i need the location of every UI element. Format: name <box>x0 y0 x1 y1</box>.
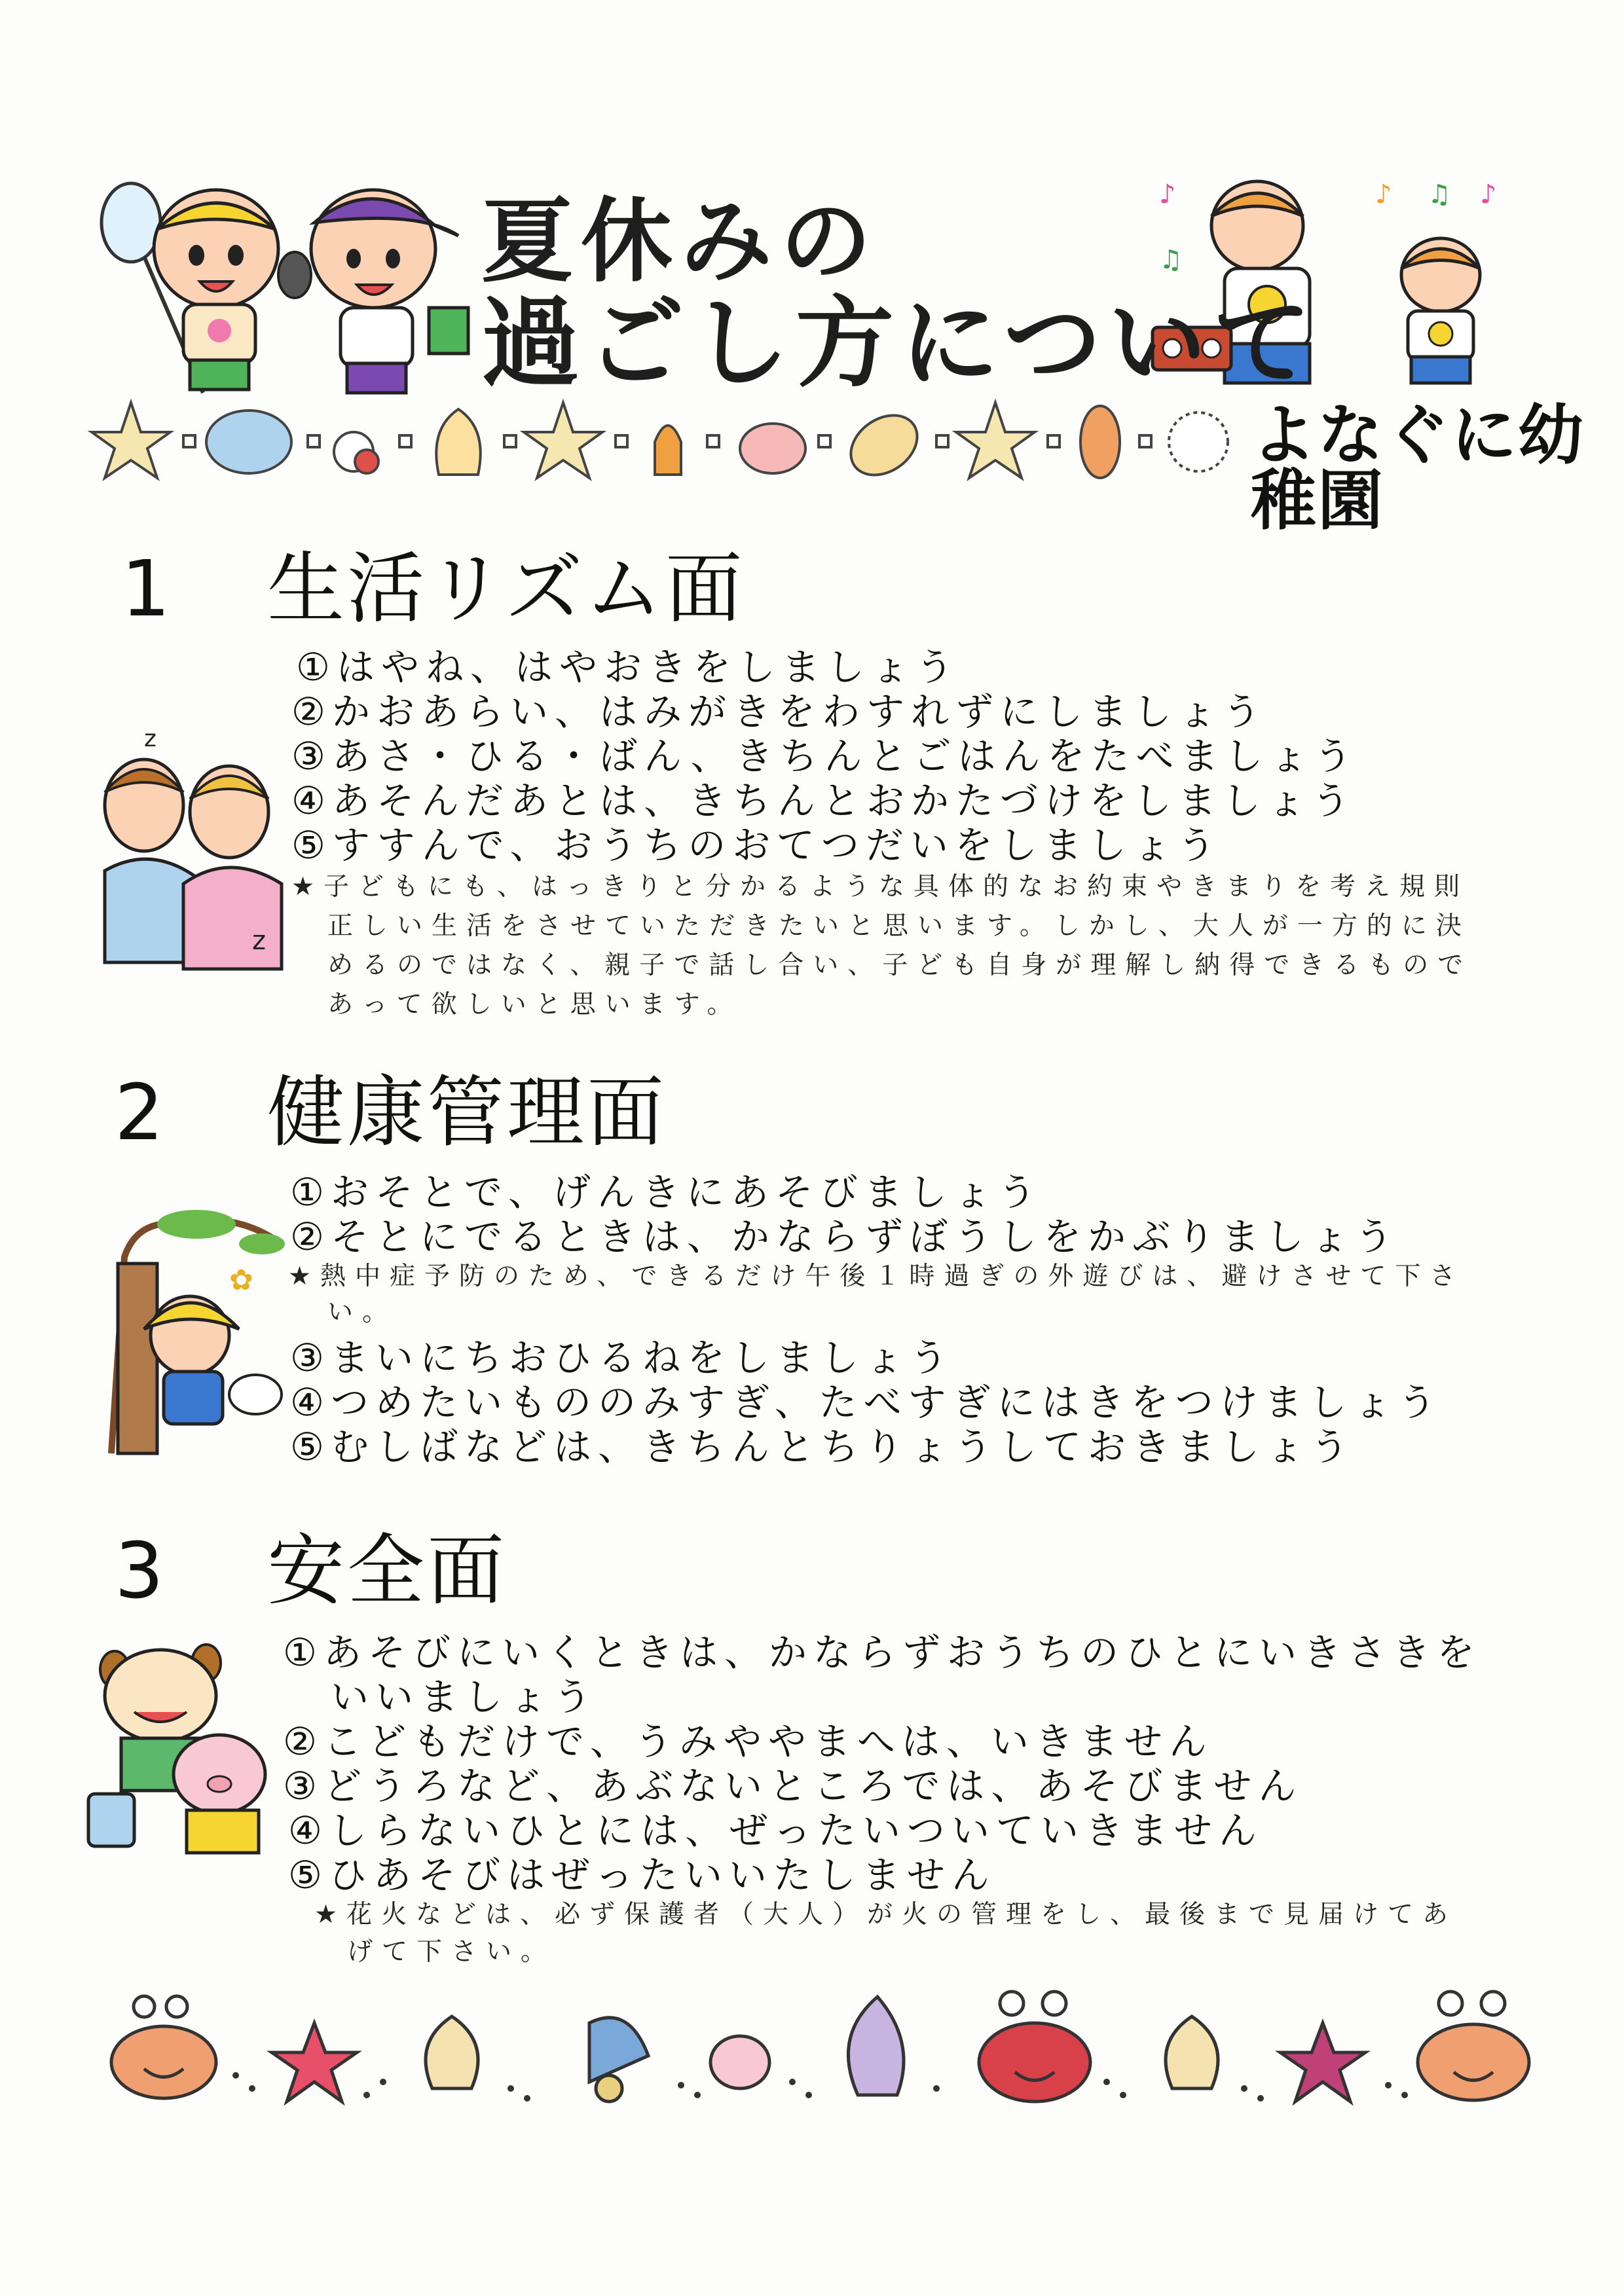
section-1-number: 1 <box>121 543 171 634</box>
section-1-note-line-1: ★子どもにも、はっきりと分かるような具体的なお約束やきまりを考え規則 <box>291 872 1469 902</box>
section-3-item-3: ③どうろなど、あぶないところでは、あそびません <box>283 1764 1303 1808</box>
school-name: よなぐに幼稚園 <box>1251 397 1585 539</box>
hermit-crab-icon <box>589 2018 648 2102</box>
section-1-item-4: ④あそんだあとは、きちんとおかたづけをしましょう <box>291 778 1356 823</box>
section-2-item-2: ②そとにでるときは、かならずぼうしをかぶりましょう <box>290 1214 1399 1259</box>
svg-text:✿: ✿ <box>229 1264 253 1297</box>
svg-text:z: z <box>144 725 157 752</box>
svg-text:♫: ♫ <box>1428 179 1451 210</box>
section-1-item-1: ①はやね、はやおきをしましょう <box>296 645 960 689</box>
children-bug-catching-illustration <box>79 177 485 412</box>
section-2-number: 2 <box>115 1067 164 1157</box>
section-1-note-line-4: あって欲しいと思います。 <box>327 990 742 1019</box>
crab-icon <box>111 1996 216 2098</box>
svg-text:♪: ♪ <box>1375 179 1392 210</box>
section-1-note-line-2: 正しい生活をさせていただきたいと思います。しかし、大人が一方的に決 <box>327 911 1471 941</box>
section-3-number: 3 <box>115 1525 164 1616</box>
section-3-item-2: ②こどもだけで、うみややまへは、いきません <box>283 1719 1213 1764</box>
section-1-item-5: ⑤すすんで、おうちのおてつだいをしましょう <box>291 823 1222 867</box>
dog-and-pig-children-illustration <box>88 1637 285 1859</box>
section-3-item-1-continued: いいましょう <box>331 1675 599 1719</box>
section-3-note-line-2: げて下さい。 <box>347 1937 556 1967</box>
section-3-title: 安全面 <box>267 1525 507 1616</box>
section-1-item-2: ②かおあらい、はみがきをわすれずにしましょう <box>291 689 1267 734</box>
svg-text:♪: ♪ <box>1480 179 1497 210</box>
section-1-title: 生活リズム面 <box>267 543 745 634</box>
page-title-line-1: 夏休みの <box>481 189 880 295</box>
section-3-item-1: ①あそびにいくときは、かならずおうちのひとにいきさきを <box>283 1630 1481 1675</box>
section-1-note-line-3: めるのではなく、親子で話し合い、子ども自身が理解し納得できるもので <box>327 951 1473 980</box>
section-2-item-3: ③まいにちおひるねをしましょう <box>290 1336 954 1380</box>
section-3-item-4: ④しらないひとには、ぜったいついていきません <box>288 1808 1263 1853</box>
page-title-line-2: 過ごし方について <box>481 287 1318 401</box>
section-2-item-1: ①おそとで、げんきにあそびましょう <box>290 1170 1043 1214</box>
svg-text:♪: ♪ <box>1159 179 1176 210</box>
sea-creature-border-top <box>92 396 1244 494</box>
section-2-note-line-1: ★熱中症予防のため、できるだけ午後１時過ぎの外遊びは、避けさせて下さ <box>288 1262 1465 1291</box>
child-under-tree-illustration <box>98 1205 295 1453</box>
section-3-note-line-1: ★花火などは、必ず保護者（大人）が火の管理をし、最後まで見届けてあ <box>314 1900 1457 1929</box>
section-3-item-5: ⑤ひあそびはぜったいいたしません <box>288 1853 996 1897</box>
crab-icon <box>1418 1992 1529 2100</box>
sleeping-children-illustration <box>98 727 288 975</box>
section-1-item-3: ③あさ・ひる・ばん、きちんとごはんをたべましょう <box>291 734 1359 778</box>
sea-creature-border-bottom <box>92 1977 1545 2115</box>
crab-icon <box>979 1992 1090 2102</box>
section-2-title: 健康管理面 <box>267 1067 667 1157</box>
section-2-item-5: ⑤むしばなどは、きちんとちりょうしておきましょう <box>290 1425 1355 1469</box>
svg-text:z: z <box>252 926 266 956</box>
section-2-item-4: ④つめたいもののみすぎ、たべすぎにはきをつけましょう <box>290 1380 1443 1425</box>
svg-text:♫: ♫ <box>1159 245 1183 275</box>
section-2-note-line-2: い。 <box>327 1298 397 1327</box>
